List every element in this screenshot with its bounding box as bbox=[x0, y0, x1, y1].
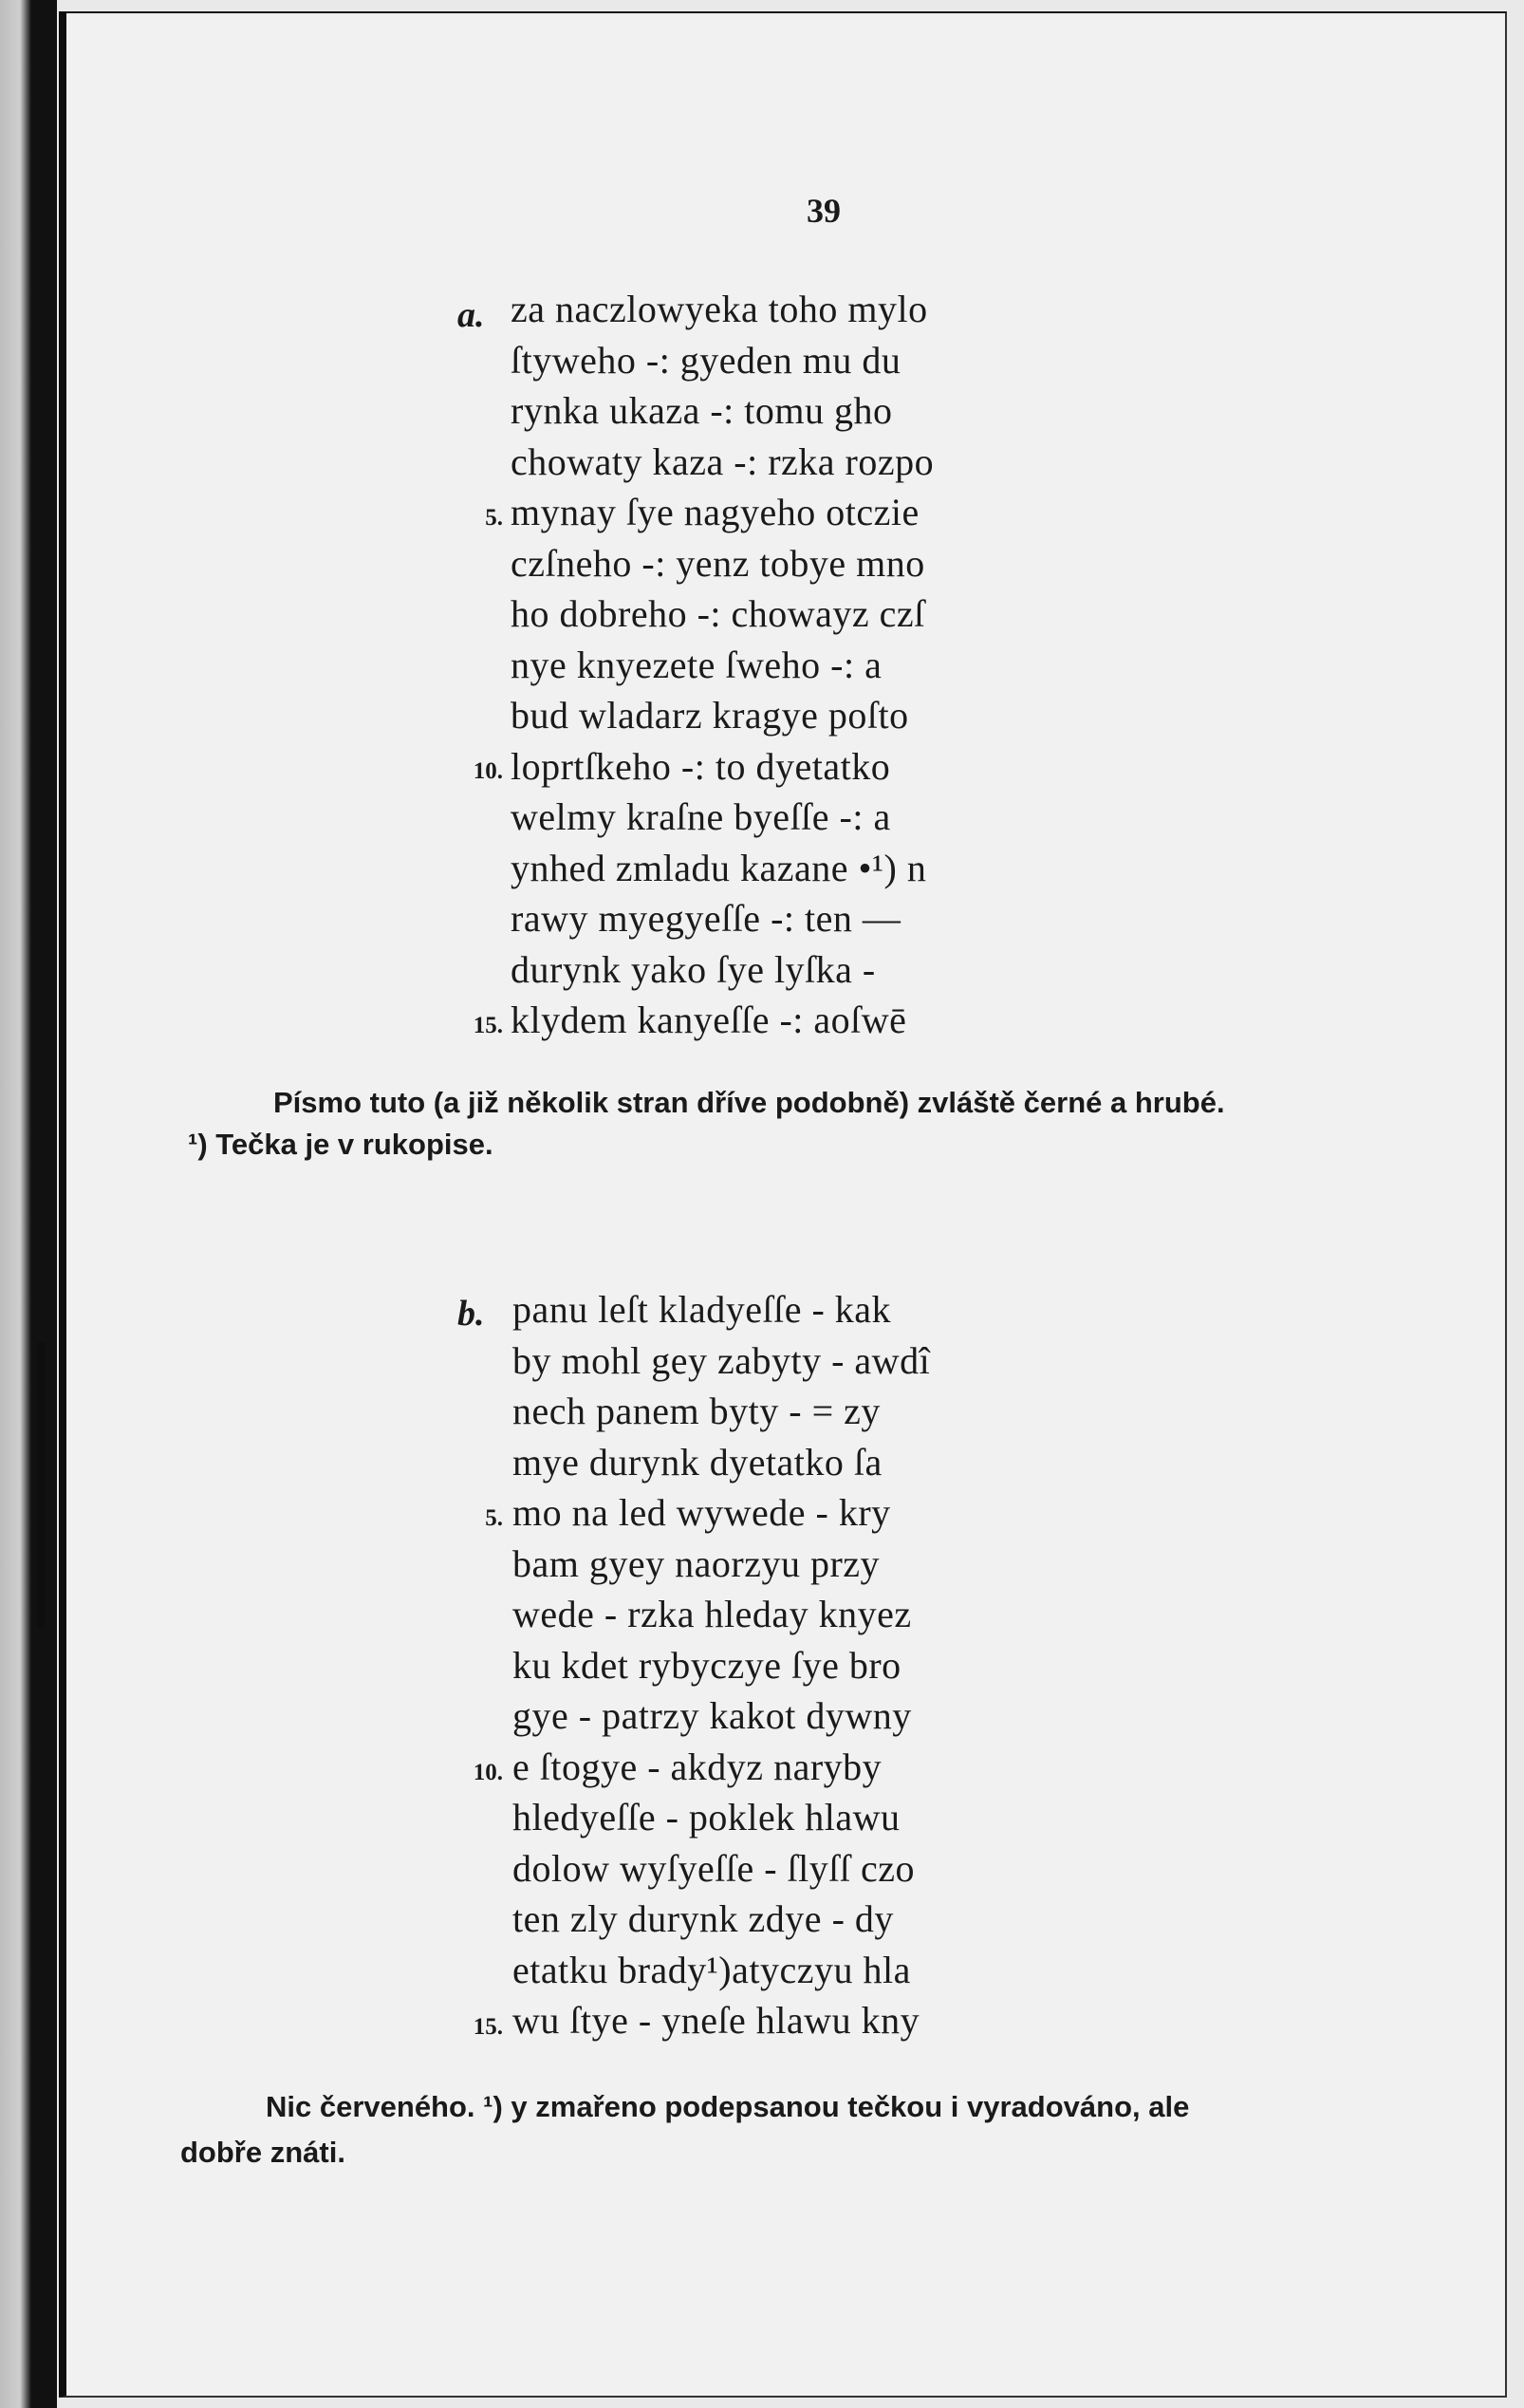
text-line: klydem kanyeſſe -: aoſwē bbox=[511, 999, 907, 1041]
text-line: bam gyey naorzyu przy bbox=[512, 1541, 881, 1585]
line-number: 10. bbox=[473, 1760, 503, 1785]
text-line: ho dobreho -: chowayz czſ bbox=[511, 592, 925, 635]
text-line: rynka ukaza -: tomu gho bbox=[511, 389, 893, 432]
text-line: ynhed zmladu kazane •¹) n bbox=[511, 846, 927, 889]
page-number: 39 bbox=[807, 192, 841, 230]
text-line: mynay ſye nagyeho otczie bbox=[511, 491, 920, 533]
section-b-label: b. bbox=[457, 1294, 485, 1334]
text-line: mye durynk dyetatko ſa bbox=[512, 1440, 883, 1484]
text-line: e ſtogye - akdyz naryby bbox=[512, 1745, 883, 1788]
line-number: 15. bbox=[473, 2014, 503, 2040]
footnote: Písmo tuto (a již několik stran dříve podobně) zvláště černé a hrubé. bbox=[273, 1086, 1225, 1119]
text-line: loprtſkeho -: to dyetatko bbox=[511, 744, 891, 788]
line-number: 5. bbox=[485, 1505, 503, 1531]
line-number: 15. bbox=[473, 1013, 503, 1038]
gutter-shadow bbox=[38, 1342, 46, 1627]
text-line: chowaty kaza -: rzka rozpo bbox=[511, 439, 935, 483]
text-line: za naczlowyeka toho mylo bbox=[511, 288, 928, 330]
text-line: etatku brady¹)atyczyu hla bbox=[512, 1948, 911, 1991]
text-line: welmy kraſne byeſſe -: a bbox=[511, 795, 891, 838]
footnote: ¹) Tečka je v rukopise. bbox=[188, 1128, 493, 1161]
text-line: rawy myegyeſſe -: ten — bbox=[511, 897, 901, 940]
text-line: nech panem byty - = zy bbox=[512, 1390, 881, 1432]
text-line: durynk yako ſye lyſka - bbox=[511, 947, 876, 991]
text-line: czſneho -: yenz tobye mno bbox=[511, 541, 925, 585]
text-line: hledyeſſe - poklek hlawu bbox=[512, 1796, 901, 1839]
text-line: wede - rzka hleday knyez bbox=[512, 1593, 912, 1635]
section-a-label: a. bbox=[457, 295, 485, 335]
text-line: mo na led wywede - kry bbox=[512, 1491, 891, 1534]
text-line: ku kdet rybyczye ſye bro bbox=[512, 1643, 901, 1687]
footnote: dobře znáti. bbox=[180, 2136, 345, 2169]
scan-edge bbox=[0, 0, 57, 2408]
text-line: nye knyezete ſweho -: a bbox=[511, 643, 883, 686]
text-line: dolow wyſyeſſe - ſlyſſ czo bbox=[512, 1846, 916, 1890]
line-number: 5. bbox=[485, 505, 503, 531]
line-number: 10. bbox=[473, 758, 503, 784]
book-page bbox=[59, 11, 1507, 2398]
text-line: by mohl gey zabyty - awdî bbox=[512, 1338, 931, 1382]
text-line: gye - patrzy kakot dywny bbox=[512, 1694, 912, 1737]
text-line: ſtyweho -: gyeden mu du bbox=[511, 338, 901, 382]
text-line: wu ſtye - yneſe hlawu kny bbox=[512, 1999, 920, 2042]
footnote: Nic červeného. ¹) y zmařeno podepsanou tečkou i vyradováno, ale bbox=[266, 2090, 1190, 2123]
text-line: panu leſt kladyeſſe - kak bbox=[512, 1288, 892, 1331]
text-line: ten zly durynk zdye - dy bbox=[512, 1897, 894, 1940]
text-line: bud wladarz kragye poſto bbox=[511, 694, 909, 737]
